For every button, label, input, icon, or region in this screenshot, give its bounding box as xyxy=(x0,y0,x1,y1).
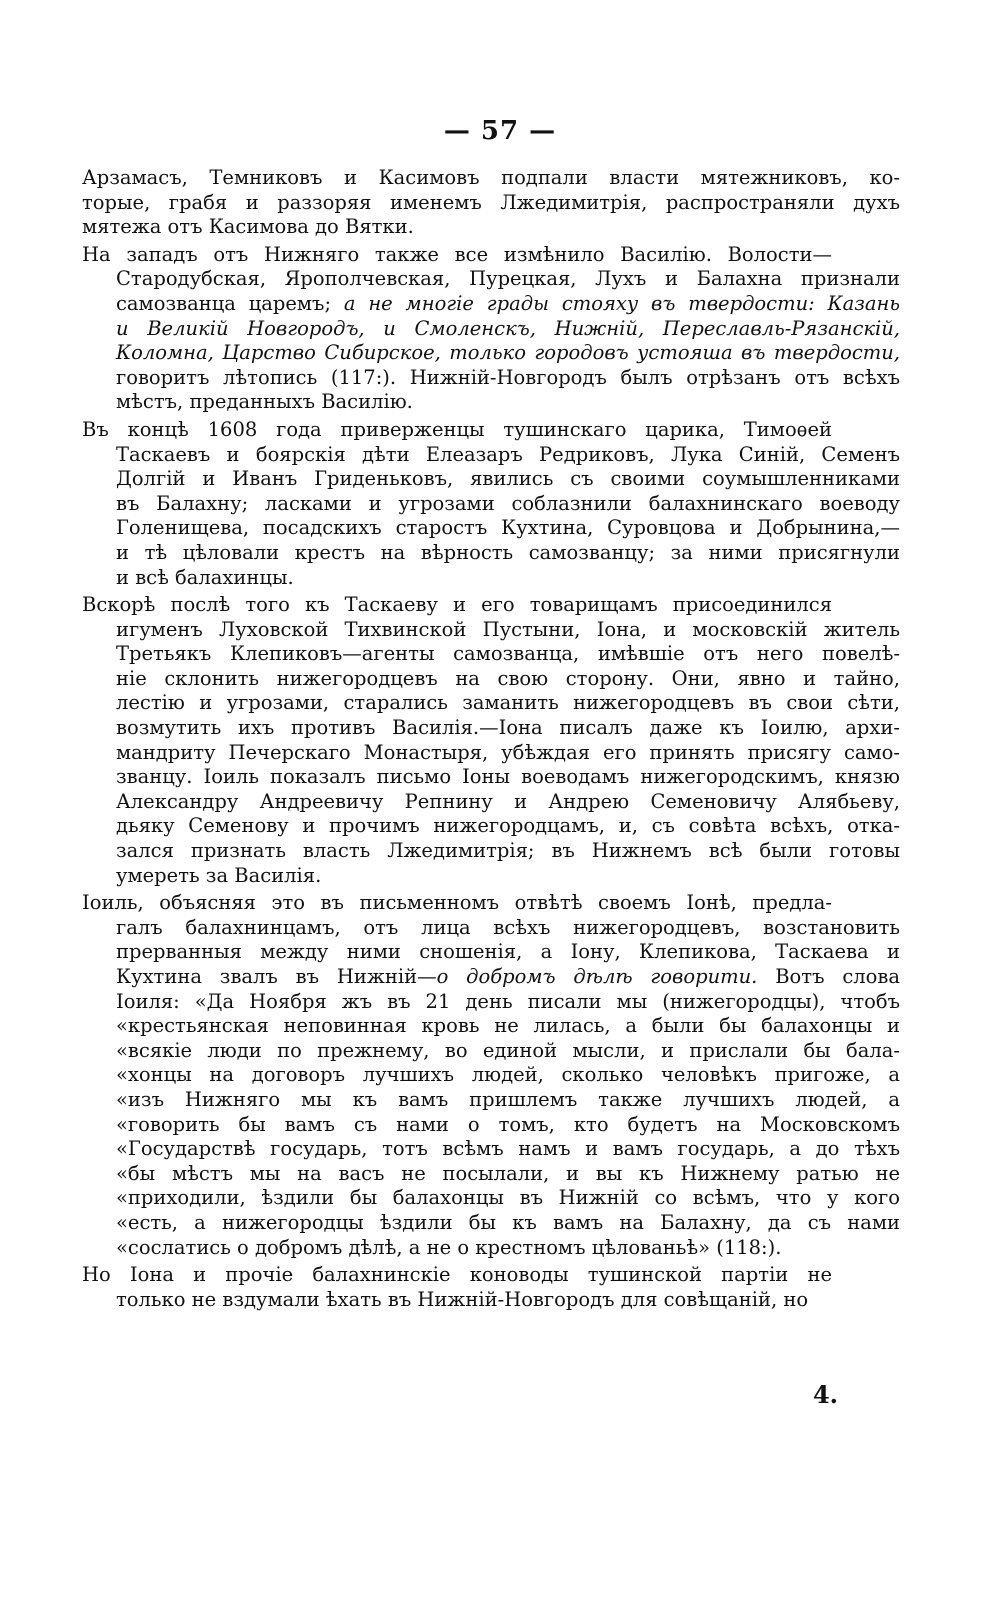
text-line xyxy=(82,1211,900,1236)
text-run: только не вздумали ѣхать въ Нижній-Новгородъ для совѣщаній, но xyxy=(116,1287,809,1311)
text-line xyxy=(82,1039,900,1064)
italic-quote: Коломна, Царство Сибирское, только городовъ устояша въ твердости, xyxy=(116,341,900,365)
text-line xyxy=(82,390,900,415)
text-line xyxy=(82,741,900,766)
text-line xyxy=(82,593,900,618)
text-run: Третьякъ Клепиковъ—агенты самозванца, имѣвшіе отъ него повелѣ- xyxy=(116,642,900,666)
text-line xyxy=(82,418,900,443)
text-run: Но Іона и прочіе балахнинскіе коноводы тушинской партіи не xyxy=(82,1263,832,1287)
text-run: самозванца царемъ; xyxy=(116,291,344,315)
text-line xyxy=(82,864,900,889)
text-line xyxy=(82,765,900,790)
text-run: Арзамасъ, Темниковъ и Касимовъ подпали власти мятежниковъ, ко- xyxy=(82,166,900,189)
text-line xyxy=(82,516,900,541)
text-line xyxy=(82,443,900,468)
paragraph xyxy=(82,593,900,888)
text-line xyxy=(82,667,900,692)
text-run: мятежа отъ Касимова до Вятки. xyxy=(82,215,414,239)
text-run: галъ балахнинцамъ, отъ лица всѣхъ нижегородцевъ, возстановить xyxy=(116,915,900,939)
text-run: и тѣ цѣловали крестъ на вѣрность самозванцу; за ними присягнули xyxy=(116,540,900,564)
text-line xyxy=(82,990,900,1015)
text-line xyxy=(82,940,900,965)
text-line xyxy=(82,566,900,591)
paragraph xyxy=(82,166,900,240)
italic-quote: а не многіе грады стояху въ твердости: Казань xyxy=(343,291,900,315)
text-run: Кухтина звалъ въ Нижній— xyxy=(116,965,437,988)
text-line xyxy=(82,1113,900,1138)
text-line xyxy=(82,839,900,864)
text-run: прерванныя между ними сношенія, а Іону, Клепикова, Таскаева и xyxy=(116,940,900,964)
text-line xyxy=(82,965,900,990)
paragraph xyxy=(82,1263,900,1312)
text-line xyxy=(82,691,900,716)
text-line xyxy=(82,541,900,566)
text-run: говоритъ лѣтопись (117:). Нижній-Новгородъ былъ отрѣзанъ отъ всѣхъ xyxy=(116,365,900,389)
text-line xyxy=(82,1288,900,1313)
text-line xyxy=(82,492,900,517)
text-run: Долгій и Иванъ Гриденьковъ, явились съ своими соумышленниками xyxy=(116,467,900,491)
text-run: «хонцы на договоръ лучшихъ людей, сколько человѣкъ пригоже, а xyxy=(116,1063,900,1087)
text-line xyxy=(82,166,900,191)
text-line xyxy=(82,1137,900,1162)
text-line xyxy=(82,1088,900,1113)
text-run: Въ концѣ 1608 года приверженцы тушинскаго царика, Тимоѳей xyxy=(82,417,832,441)
text-line xyxy=(82,366,900,391)
text-run: Таскаевъ и боярскія дѣти Елеазаръ Редриковъ, Лука Синій, Семенъ xyxy=(116,442,900,466)
signature-mark: 4. xyxy=(812,1380,838,1409)
text-line xyxy=(82,891,900,916)
text-run: званцу. Іоиль показалъ письмо Іоны воеводамъ нижегородскимъ, князю xyxy=(116,765,900,789)
text-run: ніе склонить нижегородцевъ на свою сторону. Они, явно и тайно, xyxy=(116,666,900,690)
text-line xyxy=(82,191,900,216)
text-run: мандриту Печерскаго Монастыря, убѣждая его принять присягу само- xyxy=(116,740,900,764)
text-run: Вотъ слова xyxy=(757,965,900,988)
text-run: «всякіе люди по прежнему, во единой мысли, и прислали бы бала- xyxy=(116,1038,900,1062)
text-line xyxy=(82,1162,900,1187)
text-line xyxy=(82,618,900,643)
text-run: «Государствѣ государь, тотъ всѣмъ намъ и вамъ государь, а до тѣхъ xyxy=(116,1137,900,1161)
text-run: Іоиль, объясняя это въ письменномъ отвѣтѣ своемъ Іонѣ, предла- xyxy=(82,891,832,915)
page-number: — 57 — xyxy=(443,116,557,146)
text-run: «приходили, ѣздили бы балахонцы въ Нижній со всѣмъ, что у кого xyxy=(116,1186,900,1210)
text-line xyxy=(82,642,900,667)
text-run: «изъ Нижняго мы къ вамъ пришлемъ также лучшихъ людей, а xyxy=(116,1087,900,1111)
text-line xyxy=(82,292,900,317)
text-run: мѣстъ, преданныхъ Василію. xyxy=(116,390,413,414)
text-line xyxy=(82,1263,900,1288)
text-run: Александру Андреевичу Репнину и Андрею Семеновичу Алябьеву, xyxy=(116,789,900,813)
text-line xyxy=(82,341,900,366)
italic-quote: и Великій Новгородъ, и Смоленскъ, Нижній, Переславль-Рязанскій, xyxy=(116,316,900,340)
text-run: Голенищева, посадскихъ старостъ Кухтина, Суровцова и Добрынина,— xyxy=(116,516,900,540)
text-line xyxy=(82,467,900,492)
text-run: въ Балахну; ласками и угрозами соблазнили балахнинскаго воеводу xyxy=(116,491,900,515)
text-line xyxy=(82,215,900,240)
paragraph xyxy=(82,418,900,590)
text-line xyxy=(82,716,900,741)
text-line xyxy=(82,243,900,268)
text-line xyxy=(82,1063,900,1088)
paragraph xyxy=(82,891,900,1260)
italic-quote: о добромъ дѣлѣ говорити. xyxy=(436,965,758,988)
text-line xyxy=(82,317,900,342)
text-run: возмутить ихъ противъ Василія.—Іона писалъ даже къ Іоилю, архи- xyxy=(116,716,900,740)
text-run: «бы мѣстъ мы на васъ не посылали, и вы къ Нижнему ратью не xyxy=(116,1161,900,1185)
text-run: «говорить бы вамъ съ нами о томъ, кто будетъ на Московскомъ xyxy=(116,1112,900,1136)
text-run: и всѣ балахинцы. xyxy=(116,565,294,589)
text-run: дьяку Семенову и прочимъ нижегородцамъ, и, съ совѣта всѣхъ, отка- xyxy=(116,814,900,838)
body-text xyxy=(82,166,900,1315)
text-line xyxy=(82,267,900,292)
text-run: игуменъ Луховской Тихвинской Пустыни, Іона, и московскій житель xyxy=(116,617,900,641)
text-line xyxy=(82,790,900,815)
text-run: Стародубская, Ярополчевская, Пурецкая, Лухъ и Балахна признали xyxy=(116,267,900,291)
text-run: умереть за Василія. xyxy=(116,863,322,887)
text-line xyxy=(82,1014,900,1039)
text-line xyxy=(82,916,900,941)
text-run: торые, грабя и раззоряя именемъ Лжедимитрія, распространяли духъ xyxy=(82,190,900,214)
text-line xyxy=(82,1186,900,1211)
paragraph xyxy=(82,243,900,415)
text-run: лестію и угрозами, старались заманить нижегородцевъ въ свои сѣти, xyxy=(116,691,900,715)
text-run: «сослатись о добромъ дѣлѣ, а не о крестномъ цѣлованьѣ» (118:). xyxy=(116,1235,782,1259)
text-run: «крестьянская неповинная кровь не лилась, а были бы балахонцы и xyxy=(116,1014,900,1038)
text-line xyxy=(82,814,900,839)
text-run: Вскорѣ послѣ того къ Таскаеву и его товарищамъ присоединился xyxy=(82,593,832,617)
text-run: «есть, а нижегородцы ѣздили бы къ вамъ на Балахну, да съ нами xyxy=(116,1210,900,1234)
text-run: Іоиля: «Да Ноября жъ въ 21 день писали мы (нижегородцы), чтобъ xyxy=(116,989,900,1013)
text-line xyxy=(82,1236,900,1261)
text-run: На западъ отъ Нижняго также все измѣнило Василію. Волости— xyxy=(82,242,832,266)
text-run: зался признать власть Лжедимитрія; въ Нижнемъ всѣ были готовы xyxy=(116,839,900,863)
